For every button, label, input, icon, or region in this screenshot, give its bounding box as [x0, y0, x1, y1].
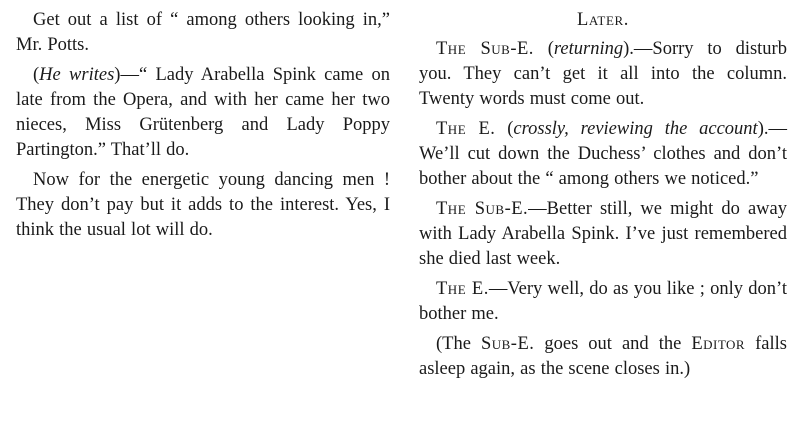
paragraph-text: —Better still, we might do away with Lady Arabella Spink. I’ve just remembered she died last week. — [419, 199, 787, 269]
paragraph-text: ( — [533, 39, 554, 59]
stage-direction: He writes — [39, 65, 115, 85]
paragraph-text: )—“ Lady Arabella Spink came on late from the Opera, and with her came her two nieces, Miss Grütenberg and Lady Poppy Partington.” That’ll do. — [16, 65, 391, 160]
speaker-name: Sub-E. — [480, 334, 535, 354]
left-column-paragraph — [16, 168, 390, 243]
paragraph-text: ( — [33, 65, 40, 85]
speaker-name: Editor — [691, 334, 746, 354]
left-column-paragraph — [16, 8, 390, 58]
paragraph-text: ( — [495, 119, 514, 139]
paragraph-text: goes out and the — [534, 334, 692, 354]
right-column-paragraph — [419, 332, 787, 382]
paragraph-text: ).— We’ll cut down the Duchess’ clothes and don’t bother about the “ among others we noticed.” — [419, 119, 787, 189]
paragraph-text: ).—Sorry to disturb you. They can’t get it all into the column. Twenty words must come out. — [419, 39, 787, 109]
left-column — [16, 8, 390, 248]
right-column-paragraph — [419, 197, 787, 272]
stage-direction: returning — [553, 39, 624, 59]
paragraph-text: falls asleep again, as the scene closes in.) — [419, 334, 787, 379]
left-column-paragraph — [16, 63, 390, 163]
right-column — [419, 8, 787, 387]
speaker-name: The Sub-E. — [436, 199, 529, 219]
paragraph-text: —Very well, do as you like ; only don’t bother me. — [419, 279, 787, 324]
right-column-paragraph — [419, 277, 787, 327]
speaker-name: The E. — [436, 279, 489, 299]
paragraph-text: (The — [436, 334, 481, 354]
paragraph-text: Get out a list of “ among others looking in,” Mr. Potts. — [16, 10, 390, 55]
section-heading: Later. — [576, 10, 630, 30]
paragraph-text: Now for the energetic young dancing men ! They don’t pay but it adds to the interest. Yes, I think the usual lot will do. — [16, 170, 390, 240]
right-column-paragraph — [419, 117, 787, 192]
speaker-name: The E. — [436, 119, 496, 139]
stage-direction: crossly, reviewing the account — [513, 119, 758, 139]
speaker-name: The Sub-E. — [436, 39, 534, 59]
right-column-paragraph — [419, 37, 787, 112]
